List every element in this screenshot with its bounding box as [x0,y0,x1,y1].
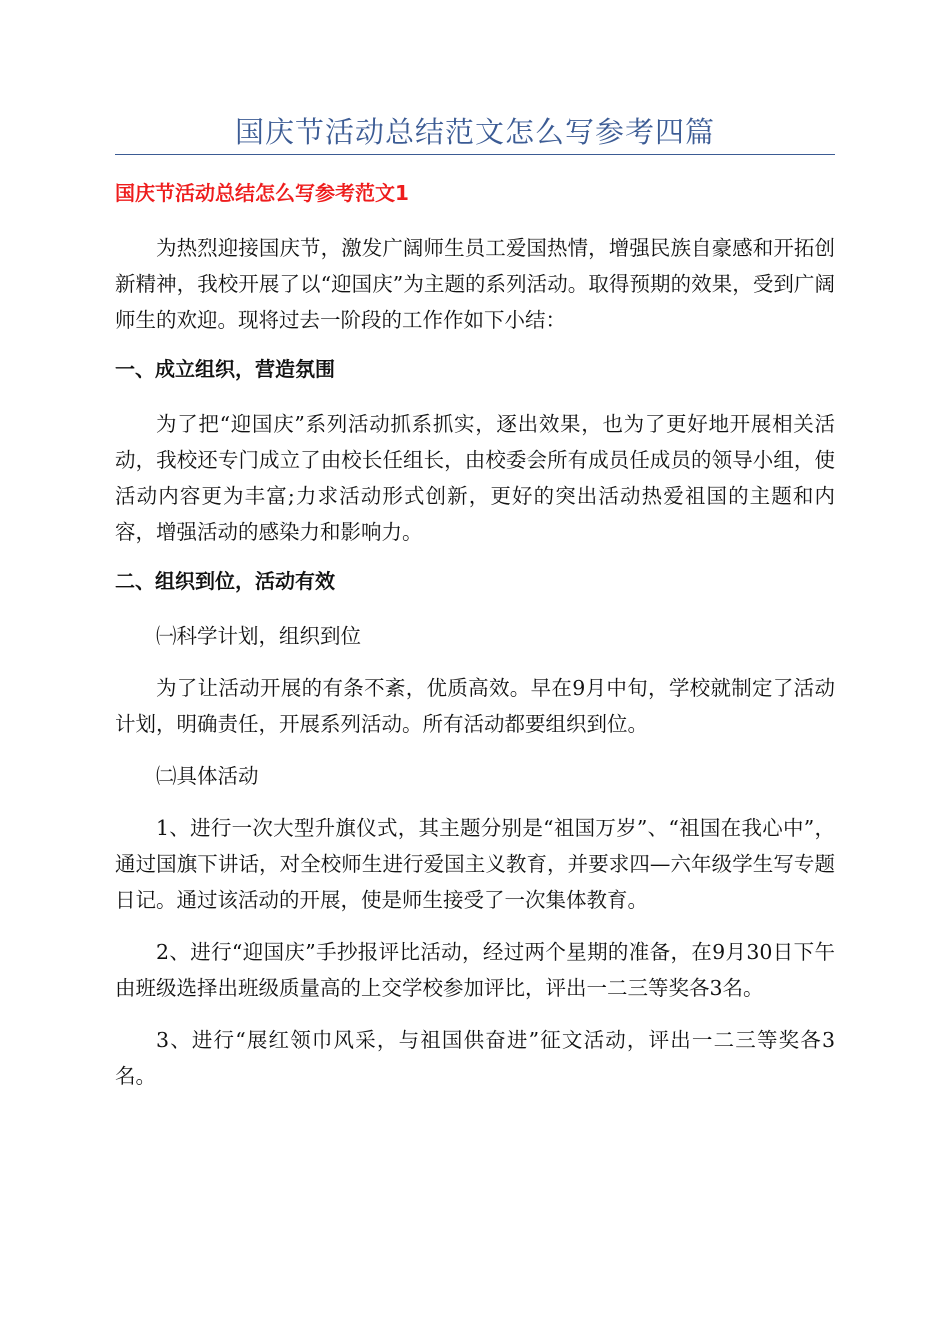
subsection-1-paragraph: 为了让活动开展的有条不紊，优质高效。早在9月中旬，学校就制定了活动计划，明确责任，开展系列活动。所有活动都要组织到位。 [115,676,835,736]
page-title: 国庆节活动总结范文怎么写参考四篇 [234,115,715,149]
subsection-2-heading: ㈡具体活动 [156,764,259,788]
section-1-heading: 一、成立组织，营造氛围 [115,357,335,381]
activity-item-3: 3、进行“展红领巾风采，与祖国供奋进”征文活动，评出一二三等奖各3名。 [115,1028,835,1088]
article-heading: 国庆节活动总结怎么写参考范文1 [115,181,409,205]
section-2-heading: 二、组织到位，活动有效 [115,569,335,593]
title-divider [115,154,835,155]
intro-paragraph: 为热烈迎接国庆节，激发广阔师生员工爱国热情，增强民族自豪感和开拓创新精神，我校开展了以“迎国庆”为主题的系列活动。取得预期的效果，受到广阔师生的欢迎。现将过去一阶段的工作作如下小结： [115,236,835,332]
section-1-paragraph: 为了把“迎国庆”系列活动抓系抓实，逐出效果，也为了更好地开展相关活动，我校还专门成立了由校长任组长，由校委会所有成员任成员的领导小组，使活动内容更为丰富;力求活动形式创新，更好的突出活动热爱祖国的主题和内容，增强活动的感染力和影响力。 [115,412,835,544]
activity-item-1: 1、进行一次大型升旗仪式，其主题分别是“祖国万岁”、“祖国在我心中”，通过国旗下讲话，对全校师生进行爱国主义教育，并要求四—六年级学生写专题日记。通过该活动的开展，使是师生接受了一次集体教育。 [115,816,835,912]
subsection-1-heading: ㈠科学计划，组织到位 [156,624,361,648]
document-body [115,178,835,1110]
activity-item-2: 2、进行“迎国庆”手抄报评比活动，经过两个星期的准备，在9月30日下午由班级选择出班级质量高的上交学校参加评比，评出一二三等奖各3名。 [115,940,835,1000]
